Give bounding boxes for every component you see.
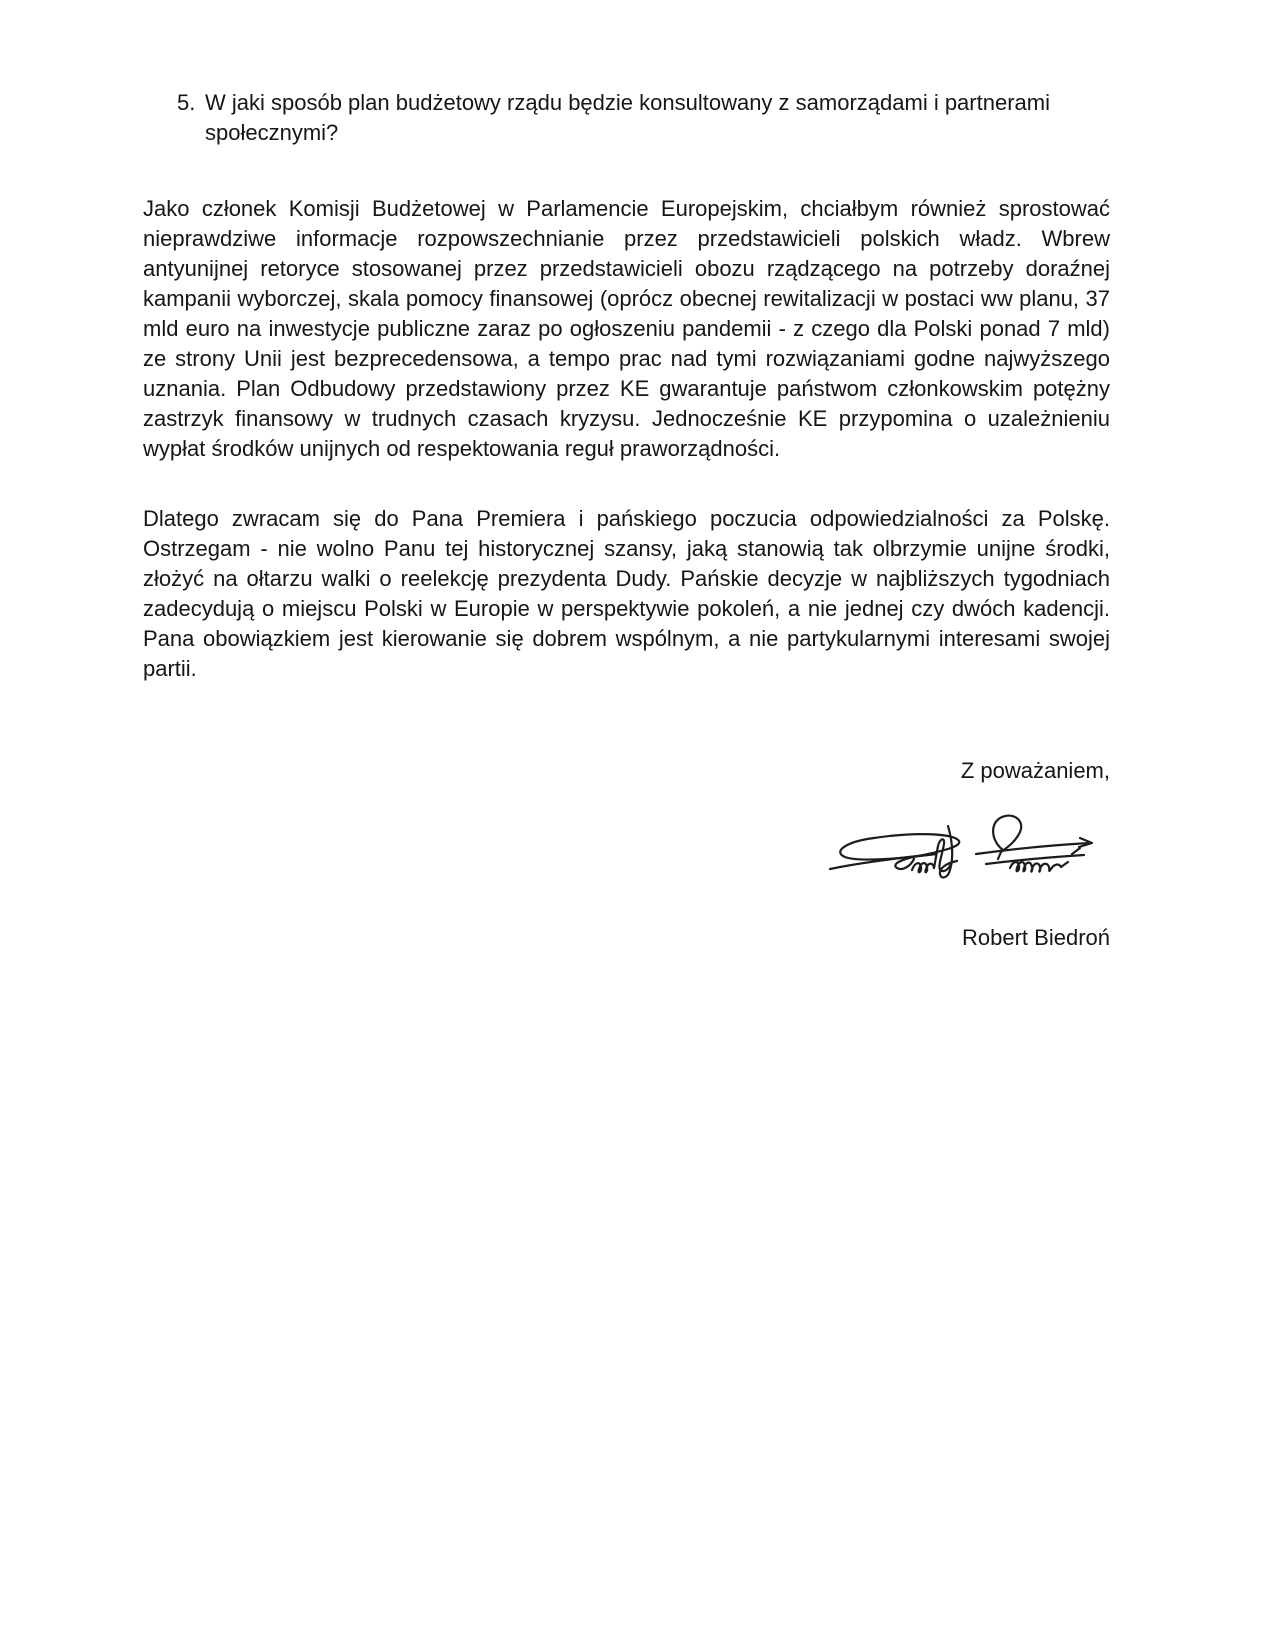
handwritten-signature-icon xyxy=(828,812,1108,890)
signature-block xyxy=(143,812,1110,895)
paragraph-clarification: Jako członek Komisji Budżetowej w Parlamencie Europejskim, chciałbym również sprostować nieprawdziwe informacje rozpowszechnianie przez przedstawicieli polskich władz. Wbrew antyunijnej retoryce stosowanej przez przedstawicieli obozu rządzącego na potrzeby doraźnej kampanii wyborczej, skala pomocy finansowej (oprócz obecnej rewitalizacji w postaci ww planu, 37 mld euro na inwestycje publiczne zaraz po ogłoszeniu pandemii - z czego dla Polski ponad 7 mld) ze strony Unii jest bezprecedensowa, a tempo prac nad tymi rozwiązaniami godne najwyższego uznania. Plan Odbudowy przedstawiony przez KE gwarantuje państwom członkowskim potężny zastrzyk finansowy w trudnych czasach kryzysu. Jednocześnie KE przypomina o uzależnieniu wypłat środków unijnych od respektowania reguł praworządności. xyxy=(143,196,1110,461)
question-text: W jaki sposób plan budżetowy rządu będzie konsultowany z samorządami i partnerami społecznymi? xyxy=(205,90,1050,145)
question-item-5 xyxy=(177,88,1110,148)
paragraph-appeal: Dlatego zwracam się do Pana Premiera i pańskiego poczucia odpowiedzialności za Polskę. Ostrzegam - nie wolno Panu tej historycznej szansy, jaką stanowią tak olbrzymie unijne środki, złożyć na ołtarzu walki o reelekcję prezydenta Dudy. Pańskie decyzje w najbliższych tygodniach zadecydują o miejscu Polski w Europie w perspektywie pokoleń, a nie jednej czy dwóch kadencji. Pana obowiązkiem jest kierowanie się dobrem wspólnym, a nie partykularnymi interesami swojej partii. xyxy=(143,506,1110,681)
closing-salutation: Z poważaniem, xyxy=(960,758,1110,783)
question-number: 5. xyxy=(177,90,196,115)
signatory-name: Robert Biedroń xyxy=(962,925,1110,950)
